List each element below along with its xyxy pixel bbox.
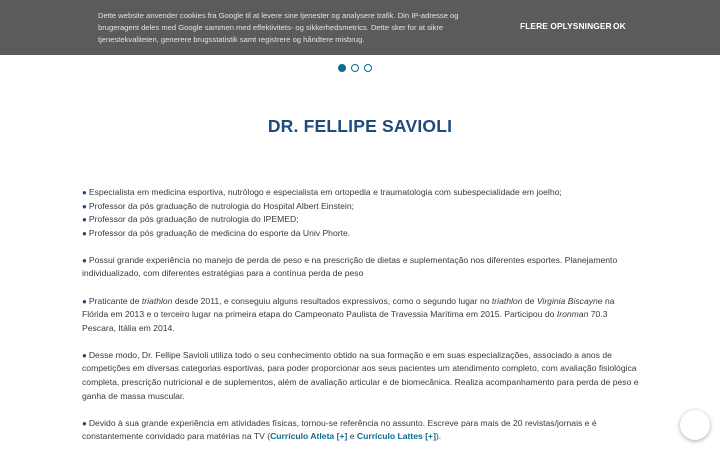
bullet-icon: ● — [82, 215, 87, 225]
bullet-icon: ● — [82, 350, 87, 360]
list-item: ● Professor da pós graduação de nutrologia do Hospital Albert Einstein; — [82, 200, 354, 211]
bullet-icon: ● — [82, 255, 87, 265]
slider-dot-2[interactable] — [351, 64, 359, 72]
list-item: ● Professor da pós graduação de medicina do esporte da Univ Phorte. — [82, 227, 351, 238]
cookie-message: Dette website anvender cookies fra Google til at levere sine tjenester og analysere trafik. Din IP-adresse og brugeragent deles med Google sammen med effektivitets- og sikkerhedsmetrics. Dette sker for at sikre tjenestekvaliteten, generere brugsstatistik samt registrere og håndtere misbrug. — [98, 11, 459, 44]
bullet-icon: ● — [82, 228, 87, 238]
paragraph-reference: ● Devido à sua grande experiência em atividades físicas, tornou-se referência no assunto. Escreve para mais de 20 revistas/jornais e é constantemente convidado para matérias na TV (Currículo Atleta [+] e Currículo Lattes [+]). — [82, 417, 597, 442]
bullet-icon: ● — [82, 296, 87, 306]
bio-content — [82, 186, 642, 444]
cookie-banner — [0, 0, 720, 55]
bullet-icon: ● — [82, 418, 87, 428]
curriculo-atleta-link[interactable]: Currículo Atleta [+] — [270, 431, 348, 442]
chat-widget-button[interactable] — [680, 410, 710, 440]
page-title: DR. FELLIPE SAVIOLI — [267, 116, 453, 136]
paragraph-approach: ● Desse modo, Dr. Fellipe Savioli utiliza todo o seu conhecimento obtido na sua formação e em suas especializações, associado a anos de competições em diversas categorias esportivas, para poder proporcionar aos seus pacientes um atendimento completo, com avaliação fisiológica completa, prescrição nutricional e de suplementos, além de avaliação articular e de biomecânica. Realiza acompanhamento para perda de peso e ganha de massa muscular. — [82, 349, 639, 401]
ok-button[interactable]: OK — [613, 21, 626, 31]
bullet-icon: ● — [82, 188, 87, 197]
slider-pagination — [338, 64, 372, 72]
bullet-icon: ● — [82, 201, 87, 211]
slider-dot-3[interactable] — [364, 64, 372, 72]
slider-dot-1[interactable] — [338, 64, 346, 72]
more-info-button[interactable]: FLERE OPLYSNINGER — [520, 21, 612, 31]
curriculo-lattes-link[interactable]: Currículo Lattes [+] — [356, 431, 436, 442]
list-item: ● Especialista em medicina esportiva, nutrólogo e especialista em ortopedia e traumatologia com subespecialidade em joelho; — [82, 187, 562, 197]
paragraph-triathlon: ● Praticante de triathlon desde 2011, e conseguiu alguns resultados expressivos, como o segundo lugar no triathlon de Virginia Biscayne na Flórida em 2013 e o terceiro lugar na primeira etapa do Campeonato Paulista de Travessia Marítima em 2015. Participou do Ironman 70.3 Pescara, Itália em 2014. — [82, 295, 615, 333]
paragraph-weight-loss: ● Possui grande experiência no manejo de perda de peso e na prescrição de dietas e suplementação nos diferentes esportes. Planejamento individualizado, com diferentes estratégias para a contínua perda de peso — [82, 254, 618, 279]
list-item: ● Professor da pós graduação de nutrologia do IPEMED; — [82, 214, 299, 225]
